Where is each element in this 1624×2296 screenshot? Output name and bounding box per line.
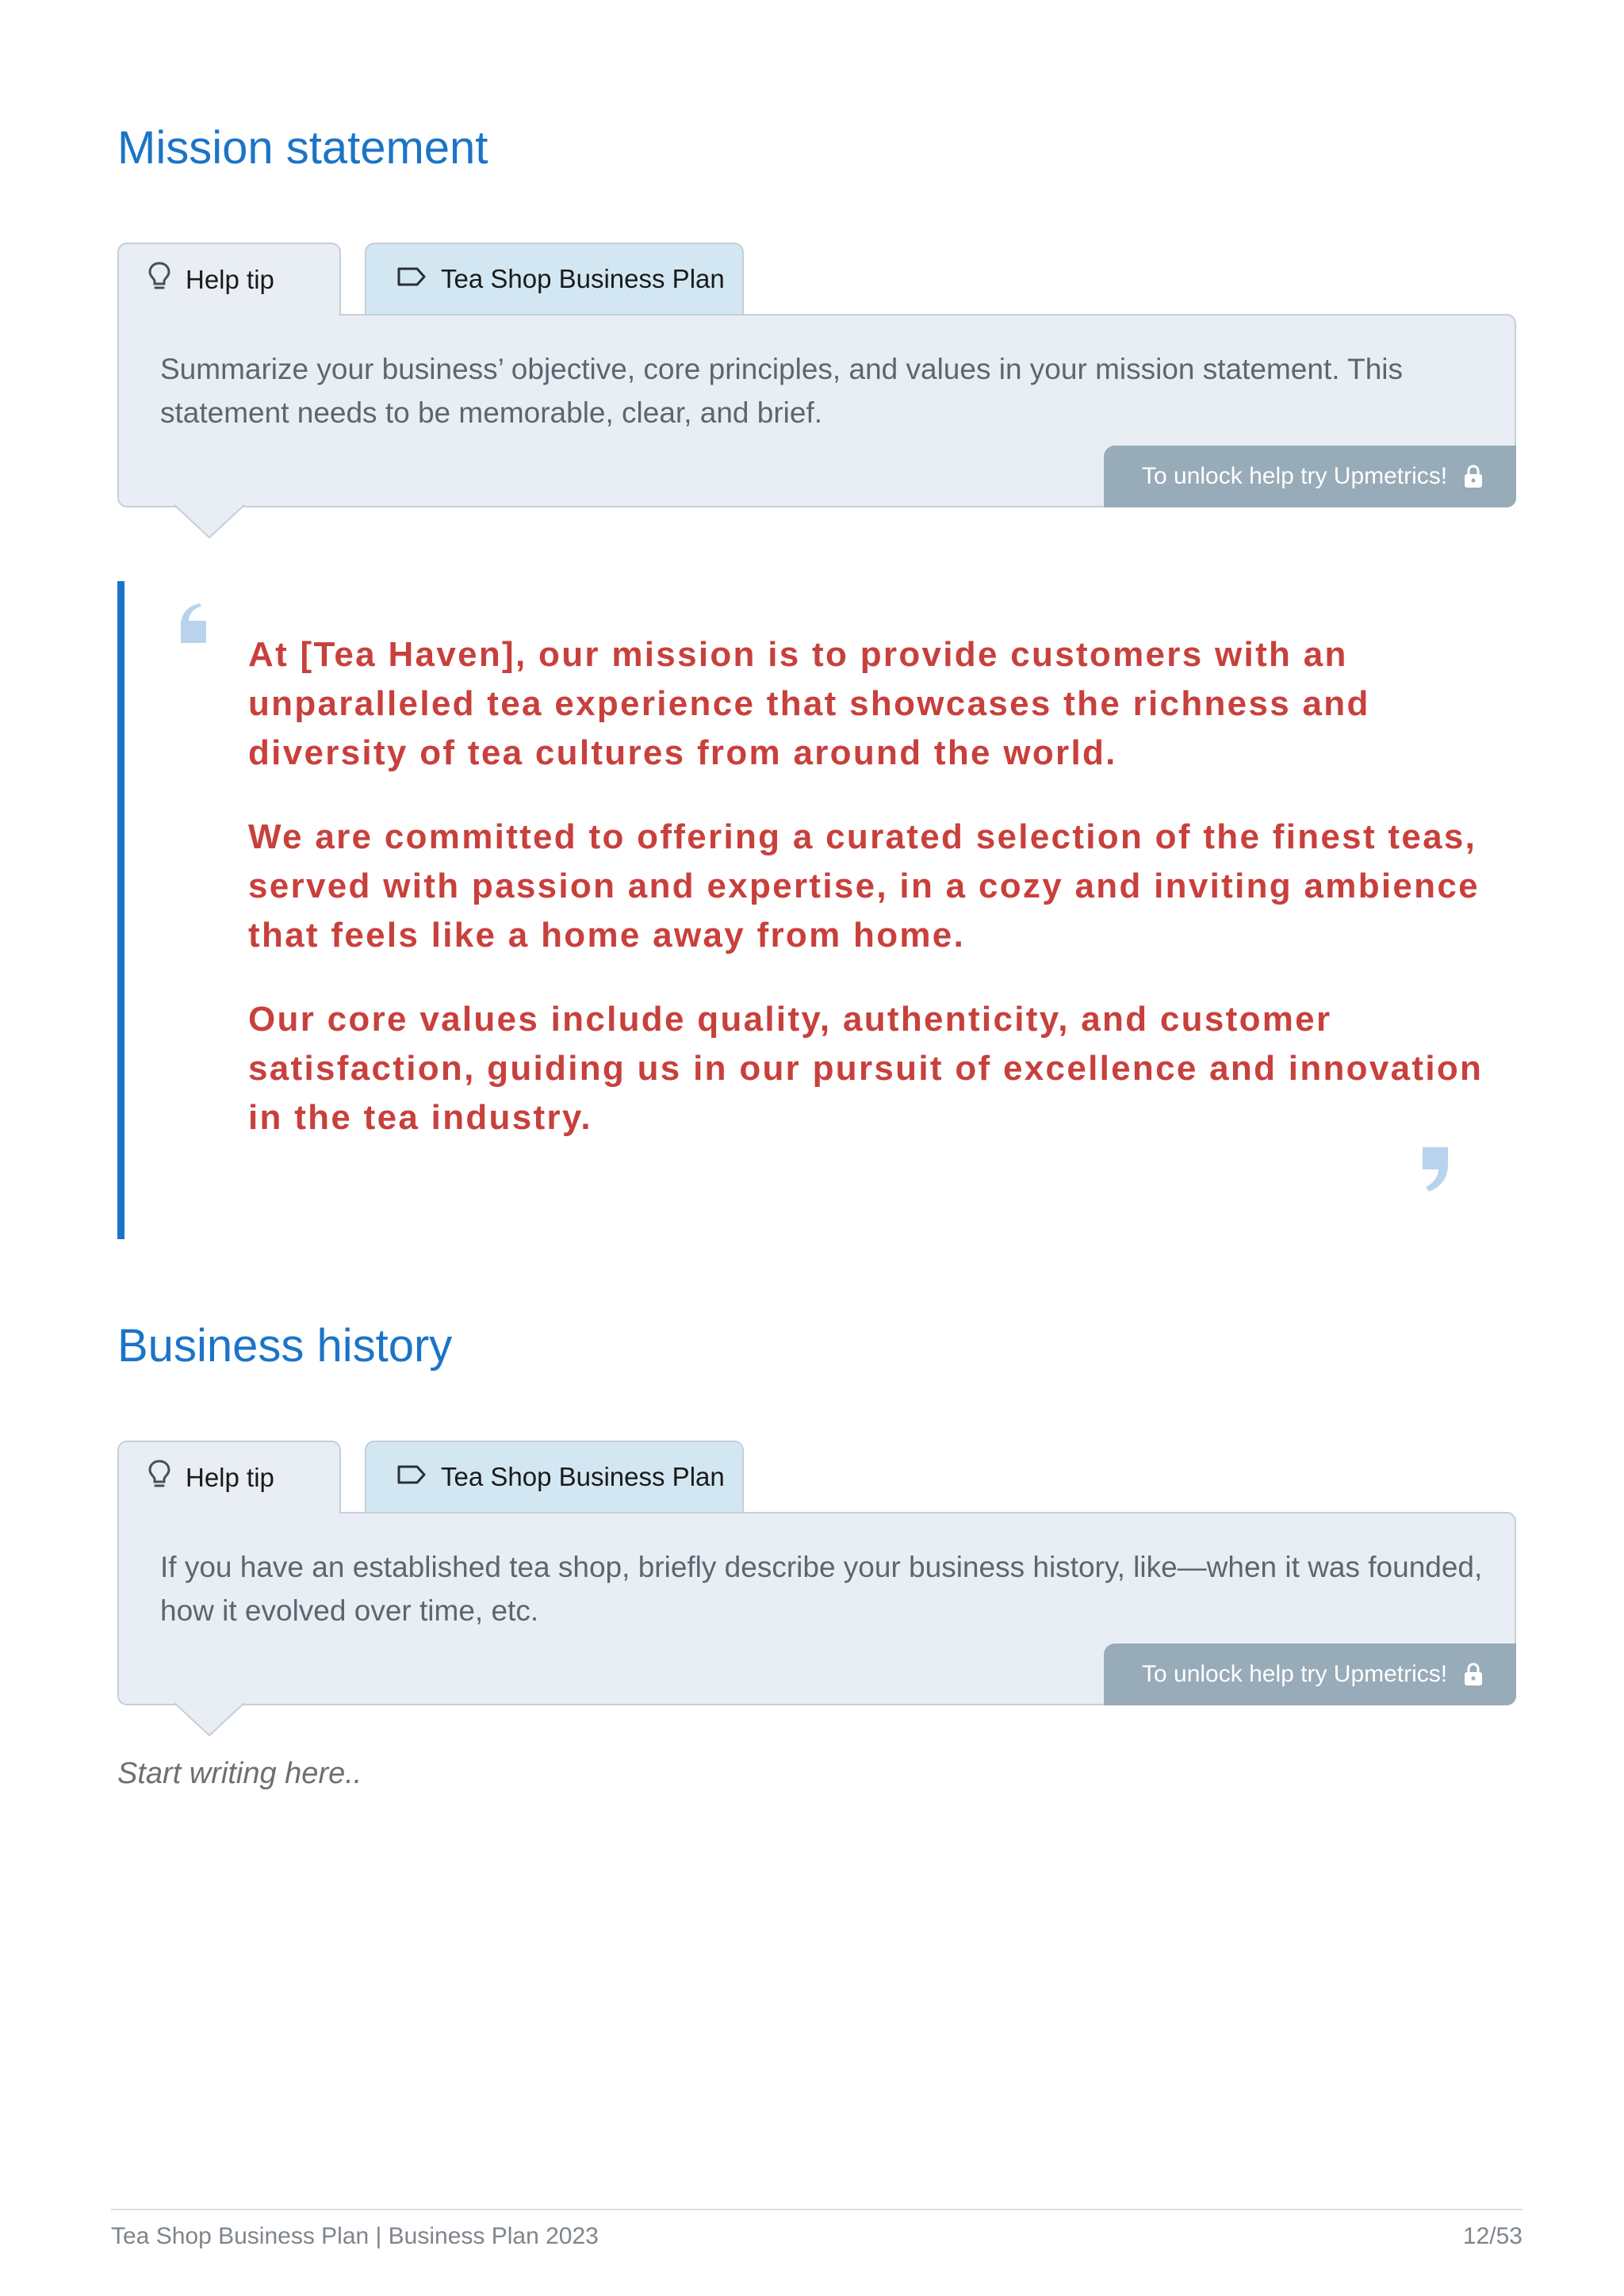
quote-paragraph: Our core values include quality, authenticity, and customer satisfaction, guiding us in our pursuit of excellence and innovation in the tea industry. — [248, 1000, 1484, 1137]
business-plan-tab-label: Tea Shop Business Plan — [441, 1462, 725, 1491]
mission-help-tip — [117, 243, 1516, 507]
lightbulb-icon — [147, 1459, 171, 1497]
help-tip-tabs — [117, 243, 1516, 314]
help-tip-tab[interactable] — [117, 243, 341, 316]
tip-pointer — [174, 1702, 244, 1737]
business-history-help-tip — [117, 1441, 1516, 1705]
help-tip-text: Summarize your business’ objective, core principles, and values in your mission statement. This statement needs to be memorable, clear, and brief. — [160, 353, 1404, 429]
lock-icon — [1463, 1663, 1484, 1686]
tag-icon — [396, 1462, 427, 1492]
help-tip-tabs — [117, 1441, 1516, 1512]
mission-quote-block — [117, 581, 1516, 1239]
unlock-help-button[interactable] — [1104, 446, 1516, 507]
help-tip-box — [117, 314, 1516, 507]
help-tip-tab-label: Help tip — [186, 265, 274, 294]
unlock-help-label: To unlock help try Upmetrics! — [1142, 463, 1448, 489]
business-plan-tab-label: Tea Shop Business Plan — [441, 264, 725, 293]
mission-statement-title: Mission statement — [117, 122, 488, 174]
unlock-help-button[interactable] — [1104, 1644, 1516, 1705]
quote-paragraph: At [Tea Haven], our mission is to provide customers with an unparalleled tea experience that showcases the richness and diversity of tea cultures from around the world. — [248, 635, 1370, 772]
help-tip-text: If you have an established tea shop, briefly describe your business history, like—when it was founded, how it evolved over time, etc. — [160, 1551, 1483, 1627]
help-tip-tab[interactable] — [117, 1441, 341, 1513]
quote-paragraph: We are committed to offering a curated selection of the finest teas, served with passion and expertise, in a cozy and inviting ambience that feels like a home away from home. — [248, 817, 1480, 955]
unlock-help-label: To unlock help try Upmetrics! — [1142, 1661, 1448, 1687]
footer-document-title: Tea Shop Business Plan | Business Plan 2023 — [111, 2223, 599, 2249]
footer-divider — [111, 2209, 1522, 2210]
mission-quote-text — [248, 630, 1485, 1177]
help-tip-box — [117, 1512, 1516, 1705]
business-plan-tab[interactable] — [365, 243, 744, 314]
open-quote-icon — [178, 603, 206, 645]
footer-page-number: 12/53 — [1462, 2223, 1522, 2249]
quote-accent-bar — [117, 581, 124, 1239]
business-history-title: Business history — [117, 1320, 453, 1372]
tip-pointer — [174, 504, 244, 539]
tag-icon — [396, 264, 427, 294]
lightbulb-icon — [147, 261, 171, 299]
business-history-editor-placeholder[interactable]: Start writing here.. — [117, 1757, 362, 1790]
lock-icon — [1463, 465, 1484, 488]
help-tip-tab-label: Help tip — [186, 1463, 274, 1492]
business-plan-tab[interactable] — [365, 1441, 744, 1512]
